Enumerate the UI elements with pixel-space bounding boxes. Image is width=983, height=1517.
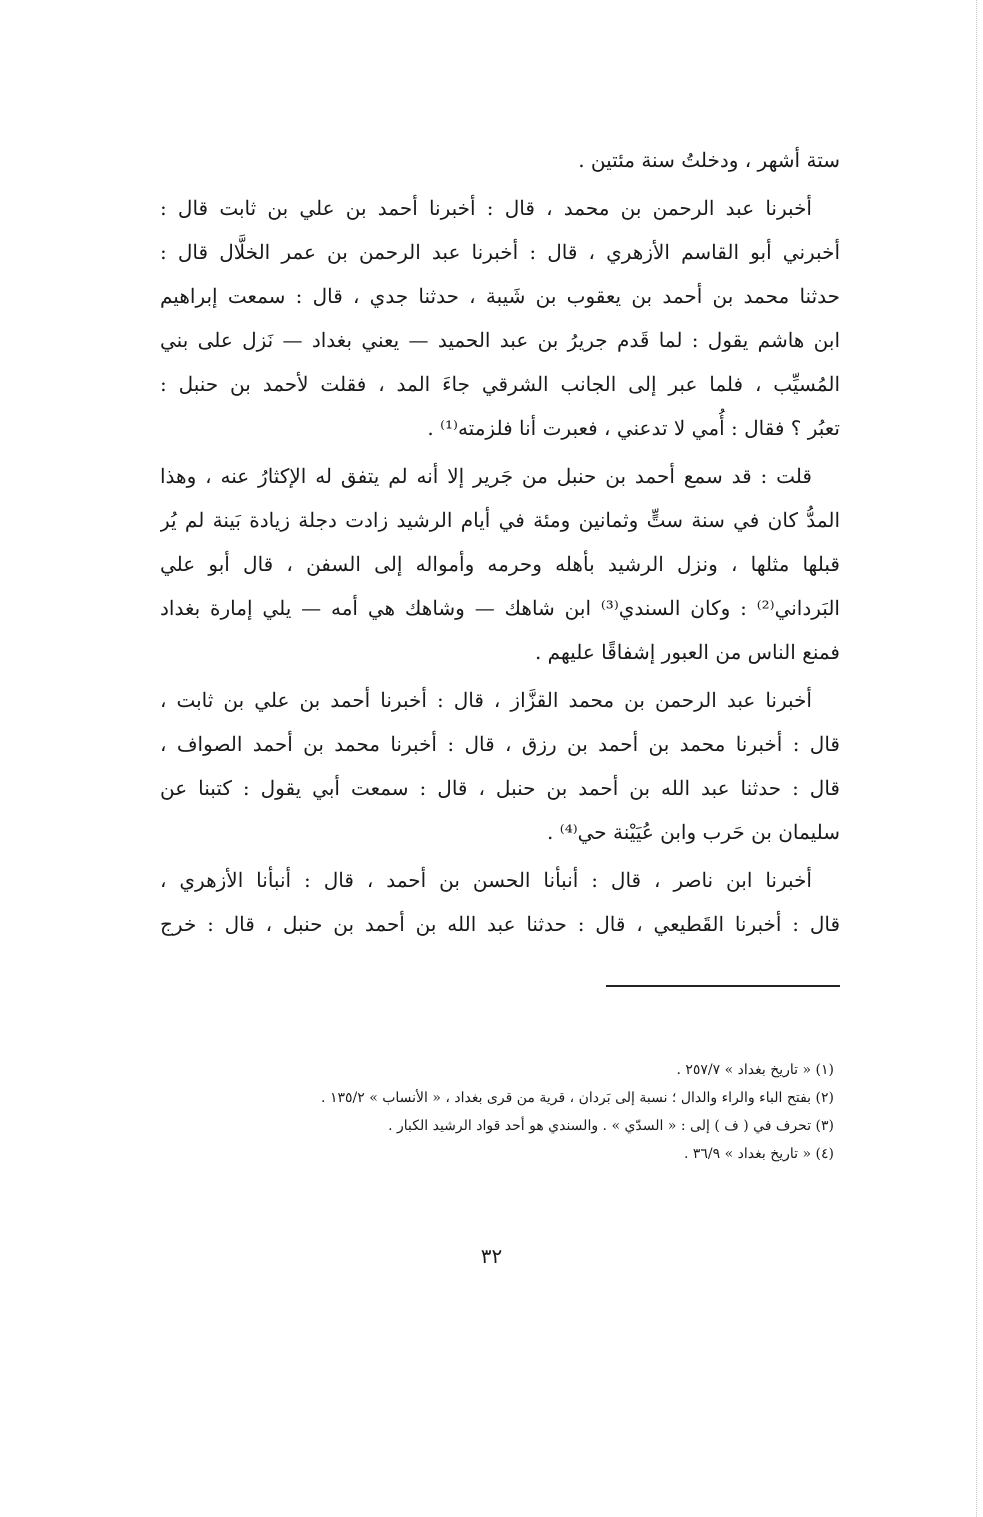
text-line: سليمان بن حَرب وابن عُيَيْنة حي⁽⁴⁾ . [547, 820, 840, 844]
footnote-3: (٣) تحرف في ( ف ) إلى : « السدّي » . والسندي هو أحد قواد الرشيد الكبار . [388, 1118, 834, 1134]
text-line: أخبرنا عبد الرحمن بن محمد ، قال : أخبرنا أحمد بن علي بن ثابت قال : [160, 196, 812, 220]
text-line: البَرداني⁽²⁾ : وكان السندي⁽³⁾ ابن شاهك — وشاهك هي أمه — يلي إمارة بغداد [160, 596, 840, 620]
footnote-4: (٤) « تاريخ بغداد » ٣٦/٩ . [683, 1146, 834, 1162]
text-line: ابن هاشم يقول : لما قَدم جريرُ بن عبد الحميد — يعني بغداد — نَزل على بني [160, 328, 840, 352]
text-line: المدُّ كان في سنة ستٍّ وثمانين ومئة في أيام الرشيد زادت دجلة زيادة بَينة لم يُر [160, 508, 840, 532]
text-line: قلت : قد سمع أحمد بن حنبل من جَرير إلا أنه لم يتفق له الإكثارُ عنه ، وهذا [160, 464, 812, 488]
main-text-block [160, 138, 840, 946]
footnote-1: (١) « تاريخ بغداد » ٢٥٧/٧ . [676, 1062, 834, 1078]
text-line: قبلها مثلها ، ونزل الرشيد بأهله وحرمه وأمواله إلى السفن ، قال أبو علي [160, 552, 840, 576]
text-line: أخبرنا عبد الرحمن بن محمد القزَّاز ، قال : أخبرنا أحمد بن علي بن ثابت ، [160, 688, 812, 712]
text-line: أخبرني أبو القاسم الأزهري ، قال : أخبرنا عبد الرحمن بن عمر الخلَّال قال : [160, 240, 840, 264]
page-number: ٣٢ [480, 1244, 503, 1268]
text-line: قال : حدثنا عبد الله بن أحمد بن حنبل ، قال : سمعت أبي يقول : كتبنا عن [160, 776, 840, 800]
text-line: قال : أخبرنا القَطيعي ، قال : حدثنا عبد الله بن أحمد بن حنبل ، قال : خرج [160, 912, 840, 936]
text-line: تعبُر ؟ فقال : أُمي لا تدعني ، فعبرت أنا فلزمته⁽¹⁾ . [427, 416, 840, 440]
text-line: قال : أخبرنا محمد بن أحمد بن رزق ، قال : أخبرنا محمد بن أحمد الصواف ، [160, 732, 840, 756]
footnotes-block [160, 1056, 840, 1168]
text-line: حدثنا محمد بن أحمد بن يعقوب بن شَيبة ، حدثنا جدي ، قال : سمعت إبراهيم [160, 284, 840, 308]
footnote-separator-rule [606, 985, 840, 987]
text-line: أخبرنا ابن ناصر ، قال : أنبأنا الحسن بن أحمد ، قال : أنبأنا الأزهري ، [160, 868, 812, 892]
text-line: فمنع الناس من العبور إشفاقًا عليهم . [534, 640, 840, 664]
text-line: المُسيِّب ، فلما عبر إلى الجانب الشرقي جاءَ المد ، فقلت لأحمد بن حنبل : [160, 372, 840, 396]
page-edge-dotted-border [976, 0, 977, 1517]
footnote-2: (٢) بفتح الباء والراء والدال ؛ نسبة إلى بَردان ، قرية من قرى بغداد ، « الأنساب » ١٣٥/٢ . [321, 1090, 834, 1106]
text-line: ستة أشهر ، ودخلتُ سنة مئتين . [578, 148, 840, 172]
